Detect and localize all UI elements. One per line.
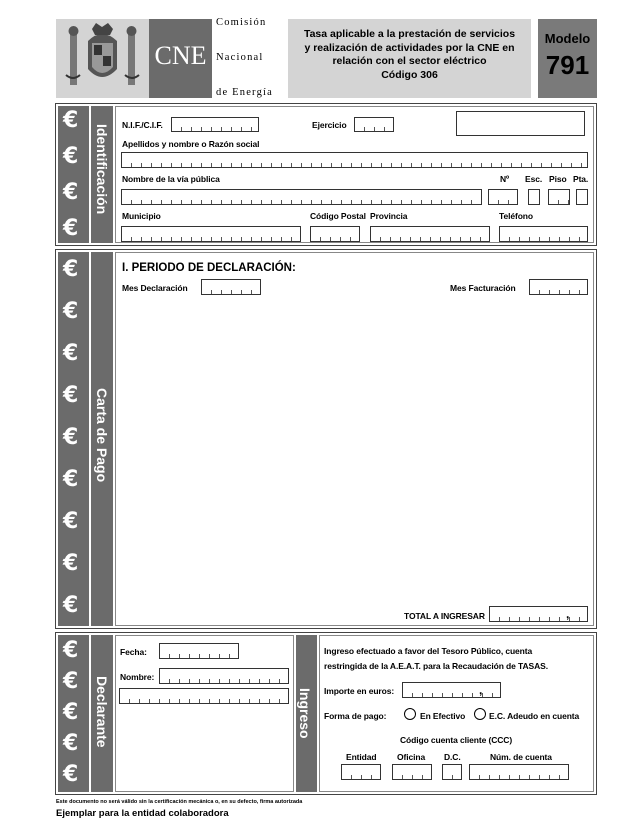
nif-input[interactable]	[171, 117, 259, 132]
euro-icon: €	[63, 257, 79, 282]
dc-label: D.C.	[444, 752, 461, 762]
total-label: TOTAL A INGRESAR	[404, 611, 485, 621]
fecha-input[interactable]	[159, 643, 239, 659]
carta-side-label: Carta de Pago	[94, 388, 110, 483]
fecha-label: Fecha:	[120, 647, 147, 657]
euro-icon: €	[63, 551, 79, 576]
mes-declaracion-label: Mes Declaración	[122, 283, 188, 293]
ejercicio-input[interactable]	[354, 117, 394, 132]
mes-facturacion-input[interactable]	[529, 279, 588, 295]
efectivo-label: En Efectivo	[420, 711, 466, 721]
entidad-input[interactable]	[341, 764, 381, 780]
total-input[interactable]	[489, 606, 588, 622]
form-title-box	[288, 19, 531, 98]
ccc-title: Código cuenta cliente (CCC)	[400, 735, 513, 745]
dc-input[interactable]	[442, 764, 462, 780]
oficina-label: Oficina	[397, 752, 426, 762]
telefono-input[interactable]	[499, 226, 588, 242]
model-number: 791	[545, 50, 590, 80]
nif-label: N.I.F./C.I.F.	[122, 120, 163, 130]
esc-label: Esc.	[525, 174, 543, 184]
pta-label: Pta.	[573, 174, 589, 184]
pta-input[interactable]	[576, 189, 588, 205]
euro-icon: €	[63, 467, 79, 492]
telefono-label: Teléfono	[499, 211, 533, 221]
cp-label: Código Postal	[310, 211, 366, 221]
importe-decimal-separator: ,	[479, 683, 483, 697]
street-input[interactable]	[121, 189, 482, 205]
adeudo-label: E.C. Adeudo en cuenta	[489, 711, 580, 721]
euro-icon: €	[63, 108, 79, 133]
form-title-line3: relación con el sector eléctrico	[332, 55, 487, 67]
euro-icon: €	[63, 144, 79, 169]
org-name	[216, 17, 282, 99]
efectivo-radio[interactable]	[404, 708, 416, 720]
euro-icon: €	[63, 216, 79, 241]
municipio-input[interactable]	[121, 226, 301, 242]
entidad-label: Entidad	[346, 752, 377, 762]
ejercicio-label: Ejercicio	[312, 120, 347, 130]
identificacion-side-label: Identificación	[94, 124, 110, 215]
declarante-side-label: Declarante	[94, 676, 110, 748]
cne-logo-text: CNE	[154, 41, 207, 70]
nombre-label: Nombre:	[120, 672, 155, 682]
name-label: Apellidos y nombre o Razón social	[122, 139, 260, 149]
piso-input[interactable]	[548, 189, 570, 205]
euro-icon: €	[63, 341, 79, 366]
mes-declaracion-input[interactable]	[201, 279, 261, 295]
euro-icon: €	[63, 731, 79, 756]
importe-input[interactable]	[402, 682, 501, 698]
euro-icon: €	[63, 299, 79, 324]
total-decimal-separator: ,	[566, 607, 570, 621]
model-box	[538, 19, 597, 98]
nombre-input-line2[interactable]	[119, 688, 289, 704]
euro-icon: €	[63, 425, 79, 450]
euro-icon: €	[63, 762, 79, 787]
provincia-input[interactable]	[370, 226, 490, 242]
coat-of-arms-icon	[56, 19, 149, 98]
cp-input[interactable]	[310, 226, 360, 242]
form-title-line1: Tasa aplicable a la prestación de servicios	[303, 28, 516, 40]
form-title-line2: y realización de actividades por la CNE en	[304, 41, 515, 54]
number-label: Nº	[500, 174, 510, 184]
footer-copy-label: Ejemplar para la entidad colaboradora	[56, 808, 229, 819]
euro-icon: €	[63, 180, 79, 205]
ingreso-text-line1: Ingreso efectuado a favor del Tesoro Público, cuenta	[324, 646, 533, 656]
coat-of-arms-panel	[56, 19, 149, 98]
periodo-title: I. PERIODO DE DECLARACIÓN:	[122, 262, 296, 274]
oficina-input[interactable]	[392, 764, 432, 780]
ingreso-text-line2: restringida de la A.E.A.T. para la Recaudación de TASAS.	[324, 661, 548, 671]
importe-label: Importe en euros:	[324, 686, 395, 696]
euro-icon: €	[63, 638, 79, 663]
esc-input[interactable]	[528, 189, 540, 205]
cuenta-label: Núm. de cuenta	[490, 752, 552, 762]
barcode-box	[456, 111, 585, 136]
org-name-line2: Nacional	[216, 52, 264, 63]
ingreso-side-label: Ingreso	[297, 688, 313, 739]
cuenta-input[interactable]	[469, 764, 569, 780]
euro-icon: €	[63, 669, 79, 694]
nombre-input-line1[interactable]	[159, 668, 289, 684]
euro-icon: €	[63, 509, 79, 534]
euro-icon: €	[63, 383, 79, 408]
org-name-line3: de Energía	[216, 87, 273, 98]
municipio-label: Municipio	[122, 211, 161, 221]
provincia-label: Provincia	[370, 211, 408, 221]
model-label: Modelo	[544, 31, 591, 46]
euro-icon: €	[63, 700, 79, 725]
street-label: Nombre de la vía pública	[122, 174, 220, 184]
footer-note: Este documento no será válido sin la certificación mecánica o, en su defecto, firma autorizada	[56, 799, 303, 805]
mes-facturacion-label: Mes Facturación	[450, 283, 516, 293]
carta-content	[115, 252, 594, 626]
name-input[interactable]	[121, 152, 588, 168]
piso-label: Piso	[549, 174, 567, 184]
number-input[interactable]	[488, 189, 518, 205]
cne-logo	[149, 19, 212, 98]
org-name-line1: Comisión	[216, 17, 267, 28]
forma-pago-label: Forma de pago:	[324, 711, 387, 721]
euro-icon: €	[63, 593, 79, 618]
adeudo-radio[interactable]	[474, 708, 486, 720]
form-code: Código 306	[381, 68, 438, 81]
